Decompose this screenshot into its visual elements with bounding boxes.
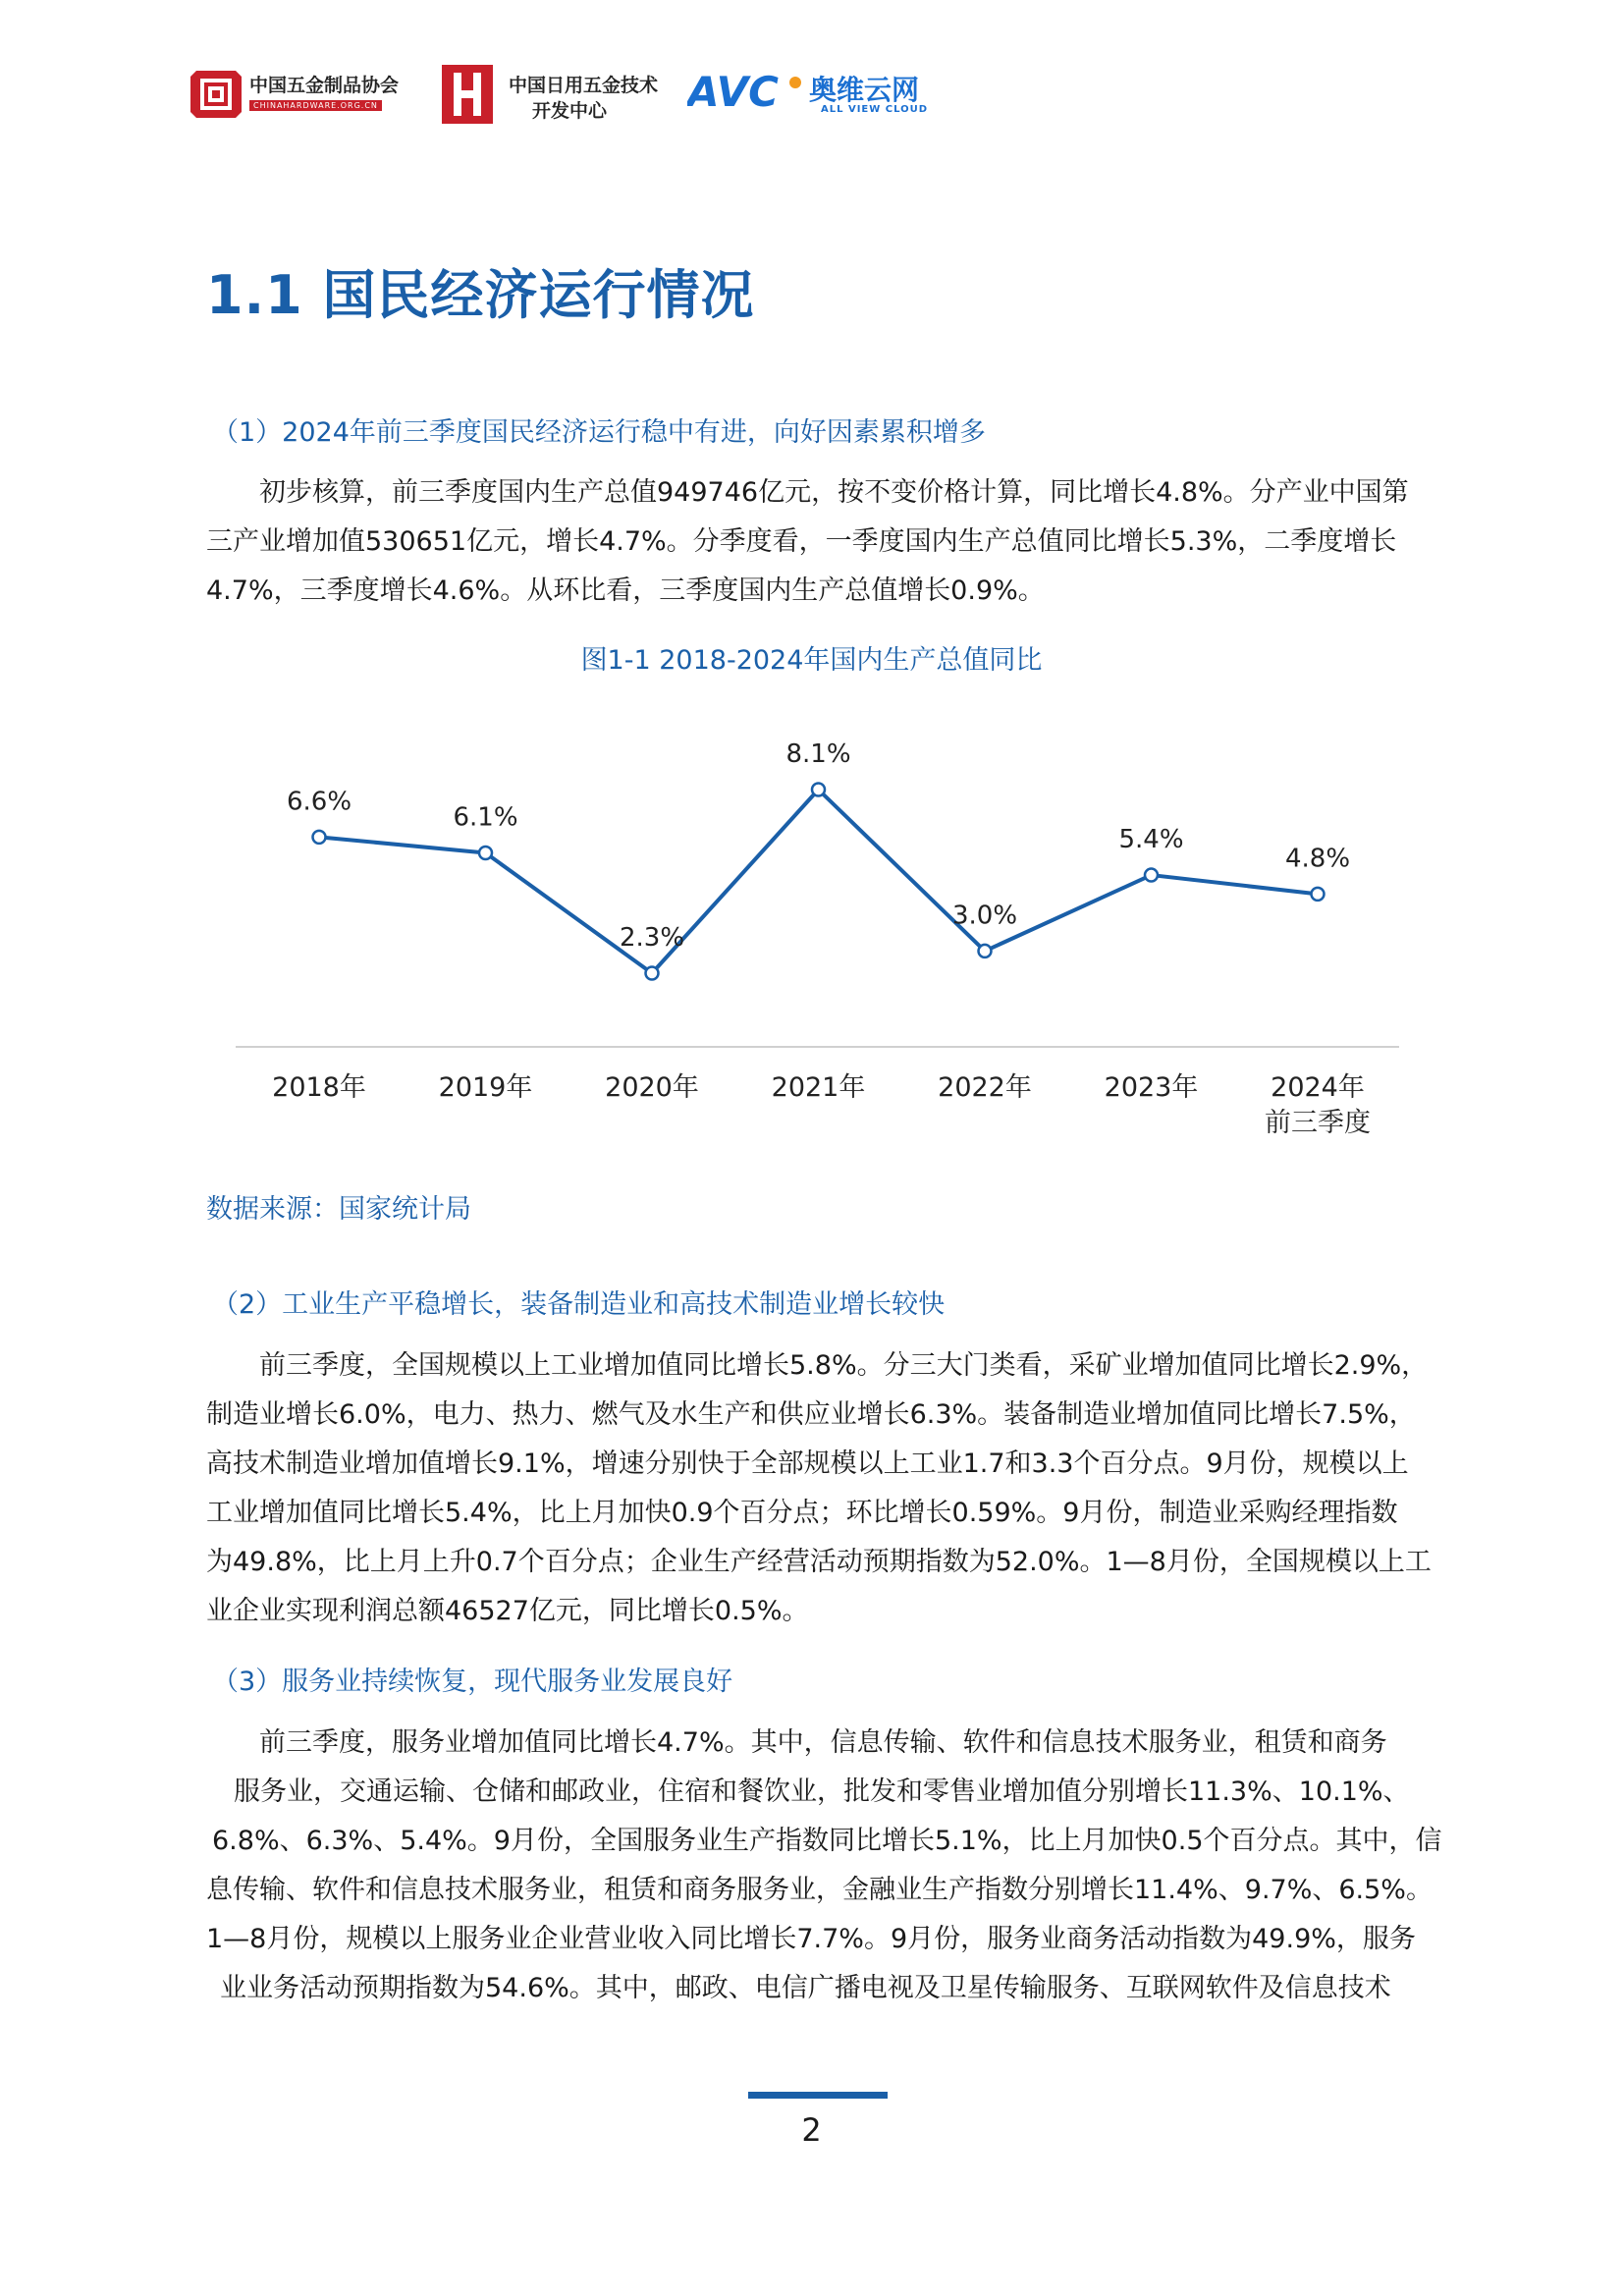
org3-name: 奥维云网 <box>809 74 920 106</box>
data-point <box>479 847 492 859</box>
paragraph-line: 服务业，交通运输、仓储和邮政业，住宿和餐饮业，批发和零售业增加值分别增长11.3%、10.1%、 <box>234 1777 1410 1807</box>
data-point <box>646 967 659 980</box>
subsection-3-heading: （3）服务业持续恢复，现代服务业发展良好 <box>212 1667 733 1697</box>
paragraph-line: 4.7%，三季度增长4.6%。从环比看，三季度国内生产总值增长0.9%。 <box>206 575 1045 606</box>
section-title: 1.1 国民经济运行情况 <box>206 264 755 326</box>
paragraph-line: 三产业增加值530651亿元，增长4.7%。分季度看，一季度国内生产总值同比增长5.3%，二季度增长 <box>206 526 1397 557</box>
x-tick-label: 2022年 <box>938 1072 1032 1103</box>
subsection-2-heading: （2）工业生产平稳增长，装备制造业和高技术制造业增长较快 <box>212 1289 946 1320</box>
subsection-1-heading: （1）2024年前三季度国民经济运行稳中有进，向好因素累积增多 <box>212 417 986 448</box>
paragraph-line: 业业务活动预期指数为54.6%。其中，邮政、电信广播电视及卫星传输服务、互联网软件及信息技术 <box>220 1973 1391 2003</box>
x-tick-label: 2021年 <box>771 1072 866 1103</box>
org2-name-line1: 中国日用五金技术 <box>509 75 659 96</box>
x-tick-label: 2024年 <box>1271 1072 1365 1103</box>
paragraph-line: 制造业增长6.0%，电力、热力、燃气及水生产和供应业增长6.3%。装备制造业增加值同比增长7.5%， <box>206 1399 1416 1430</box>
paragraph-line: 息传输、软件和信息技术服务业，租赁和商务服务业，金融业生产指数分别增长11.4%、9.7%、6.5%。 <box>206 1875 1433 1905</box>
org2-name-line2: 开发中心 <box>532 100 608 122</box>
footer-accent-bar <box>748 2092 888 2099</box>
data-source: 数据来源：国家统计局 <box>206 1194 471 1225</box>
data-label: 2.3% <box>619 923 685 953</box>
x-tick-label: 2020年 <box>605 1072 699 1103</box>
data-point <box>1145 869 1158 882</box>
subsection-2-paragraph <box>206 1341 1443 1636</box>
paragraph-line: 6.8%、6.3%、5.4%。9月份，全国服务业生产指数同比增长5.1%，比上月加快0.5个百分点。其中，信 <box>212 1826 1442 1856</box>
paragraph-line: 为49.8%，比上月上升0.7个百分点；企业生产经营活动预期指数为52.0%。1—8月份，全国规模以上工 <box>206 1547 1432 1577</box>
data-point <box>812 784 825 796</box>
data-label: 6.1% <box>453 802 518 833</box>
data-point <box>1312 888 1325 901</box>
data-label: 3.0% <box>951 901 1018 931</box>
data-point <box>313 831 326 844</box>
data-label: 6.6% <box>286 787 352 817</box>
x-tick-label: 2018年 <box>272 1072 366 1103</box>
org1-website: CHINAHARDWARE.ORG.CN <box>249 100 382 111</box>
subsection-3-paragraph <box>206 1719 1443 2013</box>
x-tick-label: 2023年 <box>1104 1072 1199 1103</box>
paragraph-line: 1—8月份，规模以上服务业企业营业收入同比增长7.7%。9月份，服务业商务活动指数为49.9%，服务 <box>206 1924 1416 1954</box>
avc-logo-text: AVC <box>687 69 779 112</box>
chart-title: 图1-1 2018-2024年国内生产总值同比 <box>580 645 1043 676</box>
paragraph-line: 前三季度，服务业增加值同比增长4.7%。其中，信息传输、软件和信息技术服务业，租赁和商务 <box>259 1727 1387 1758</box>
paragraph-line: 前三季度，全国规模以上工业增加值同比增长5.8%。分三大门类看，采矿业增加值同比增长2.9%， <box>259 1350 1429 1381</box>
x-tick-label: 2019年 <box>438 1072 533 1103</box>
data-label: 5.4% <box>1118 825 1184 855</box>
paragraph-line: 工业增加值同比增长5.4%，比上月加快0.9个百分点；环比增长0.59%。9月份，制造业采购经理指数 <box>206 1498 1398 1528</box>
paragraph-line: 业企业实现利润总额46527亿元，同比增长0.5%。 <box>206 1596 809 1626</box>
org1-name: 中国五金制品协会 <box>249 75 400 96</box>
x-tick-label: 前三季度 <box>1265 1108 1371 1138</box>
data-point <box>979 945 992 957</box>
org3-english-name: ALL VIEW CLOUD <box>821 104 929 115</box>
page-number: 2 <box>801 2111 822 2149</box>
paragraph-line: 初步核算，前三季度国内生产总值949746亿元，按不变价格计算，同比增长4.8%。分产业中国第 <box>259 477 1409 508</box>
data-label: 8.1% <box>785 739 851 769</box>
paragraph-line: 高技术制造业增加值增长9.1%，增速分别快于全部规模以上工业1.7和3.3个百分点。9月份，规模以上 <box>206 1449 1409 1479</box>
data-label: 4.8% <box>1284 844 1351 874</box>
